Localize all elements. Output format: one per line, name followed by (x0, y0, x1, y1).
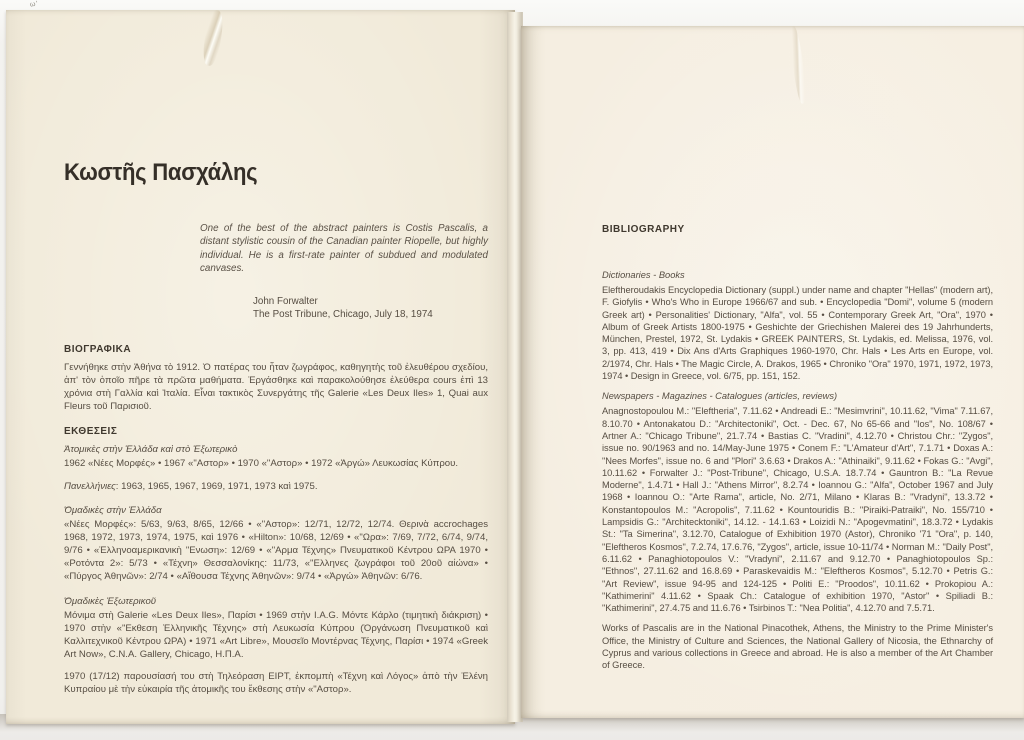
solo-exhibitions-text: 1962 «Νέες Μορφές» • 1967 «"Αστορ» • 1970 «"Αστορ» • 1972 «Ἀργώ» Λευκωσίας Κύπρου. (64, 457, 459, 469)
dictionaries-books-label: Dictionaries - Books (602, 270, 685, 280)
bibliography-heading: BIBLIOGRAPHY (602, 224, 685, 235)
quote-attribution (253, 295, 488, 322)
panhellenic-line (64, 480, 488, 493)
exhibitions-heading: ΕΚΘΕΣΕΙΣ (64, 425, 118, 437)
artist-name-title: Κωστῆς Πασχάλης (64, 159, 258, 186)
dictionaries-books-text: Eleftheroudakis Encyclopedia Dictionary (suppl.) under name and chapter "Hellas" (modern art), F. Giofylis • Who's Who in Europe 1966/67 and sub. • Encyclopedia "Domi", volume 5 (modern Greek art) • Personalities' Dictionary, "Alfa", vol. 55 • Contemporary Greek Art, "Ora", 1970 • Album of Greek Artists 1800-1975 • Geshichte der Griechishen Malerei des 19 Jahrhunderts, München, Prestel, 1972, St. Lydakis • GREEK PAINTERS, St. Lydakis, ed. Melissa, 1976, vol. 3, pp. 413, 419 • Dix Ans d'Arts Graphiques 1960-1970, Chr. Hals • Les Arts en Europe, vol. 2/1974, Chr. Hals • The Magic Circle, A. Drakos, 1965 • Chroniko "Ora" 1970, 1971, 1972, 1973, 1974 • Design in Greece, vol. 6/75, pp. 151, 152. (602, 285, 993, 382)
left-page-content (64, 160, 488, 696)
biography-text: Γεννήθηκε στὴν Ἀθήνα τὸ 1912. Ὁ πατέρας του ἦταν ζωγράφος, καθηγητὴς τοῦ ἐλευθέρου σχεδίου, ἀπ' τὸν ὁποῖο πῆρε τὰ πρῶτα μαθήματα. Ἐργάσθηκε καὶ παρακολούθησε ἐλεύθερα cours ἐπὶ 13 χρόνια στὴ Γαλλία καὶ Ἰταλία. Εἶναι τακτικὸς Συνεργάτης τῆς Galerie «Les Deux Iles» 1, Quai aux Fleurs τοῦ Παρισιοῦ. (64, 361, 488, 412)
quote-source: The Post Tribune, Chicago, July 18, 1974 (253, 309, 433, 321)
biography-heading: ΒΙΟΓΡΑΦΙΚΑ (64, 343, 132, 355)
right-page-content (602, 224, 993, 672)
panhellenic-label: Πανελλήνιες (64, 480, 116, 492)
group-abroad-label: Ὁμαδικὲς Ἐξωτερικοῦ (64, 595, 157, 607)
pull-quote: One of the best of the abstract painters is Costis Pascalis, a distant stylistic cousin of the Canadian painter Riopelle, but highly individual. He is a first-rate painter of subdued and modulated canvases. (200, 223, 488, 275)
newspapers-label: Newspapers - Magazines - Catalogues (articles, reviews) (602, 391, 838, 402)
right-page (521, 26, 1024, 718)
works-collections-text: Works of Pascalis are in the National Pinacothek, Athens, the Ministry to the Prime Minister's Office, the Ministry of Culture and Sciences, the National Gallery of Nicosia, the Ethnarchy of Cyprus and various collections in Greece and abroad. He is also a member of the Art Chamber of Greece. (602, 623, 993, 671)
group-greece-text: «Νέες Μορφές»: 5/63, 9/63, 8/65, 12/66 • «"Αστορ»: 12/71, 12/72, 12/74. Θερινὰ accrochages 1968, 1972, 1973, 1974, 1975, καὶ 1976 • «Hilton»: 10/68, 12/69 • «"Ωρα»: 7/69, 7/72, 6/74, 9/74, 9/76 • «Ἑλληνοαμερικανικὴ "Ενωση»: 12/69 • «"Αρμα Τέχνης» Πνευματικοῦ Κέντρου ΩΡΑ 1970 • «Ροτόντα 2»: 5/73 • «Τέχνη» Θεσσαλονίκης: 11/73, «"Ελληνες ζωγράφοι τοῦ 20οῦ αἰώνα» • «Πύργος Ἀθηνῶν»: 2/74 • «Αἴθουσα Τέχνης Ἀθηνῶν»: 9/74 • «Ἀργώ» Ἀθηνῶν: 6/76. (64, 518, 488, 582)
group-abroad-text: Μόνιμα στὴ Galerie «Les Deux Iles», Παρίσι • 1969 στὴν I.A.G. Μόντε Κάρλο (τιμητικὴ διάκριση) • 1970 στὴν «"Εκθεση Ἑλληνικῆς Τέχνης» στὴ Λευκωσία Κύπρου (Ὀργάνωση Πνευματικοῦ καὶ Καλλιτεχνικοῦ Κέντρου ΩΡΑ) • 1971 «Art Libre», Μουσεῖο Μοντέρνας Τέχνης, Παρίσι • 1974 «Greek Art Now», C.N.A. Gallery, Chicago, Η.Π.Α. (64, 609, 488, 660)
tv-presentation-text: 1970 (17/12) παρουσίασή του στὴ Τηλεόραση ΕΙΡΤ, ἐκπομπὴ «Τέχνη καὶ Λόγος» ἀπὸ τὴν Ἑλένη Κυπραίου μὲ τὴν εὐκαιρία τῆς ἀτομικῆς του ἔκθεσης στὴν «"Αστορ». (64, 670, 488, 695)
left-page (6, 10, 515, 724)
left-page-crease (201, 9, 226, 67)
newspapers-text: Anagnostopoulou M.: "Eleftheria", 7.11.62 • Andreadi E.: "Mesimvrini", 10.11.62, "Vima" 7.11.67, 8.10.70 • Antonakatou D.: "Architectoniki", Oct. - Dec. 67, No 65-66 and "Ios", No. 108/67 • Artner A.: "Chicago Tribune", 21.7.74 • Bastias C. "Vradini", 4.12.70 • Christou Chr.: "Zygos", issue no. 90/1963 and no. 14/May-June 1975 • Conem F.: "L'Amateur d'Art", 7.1.71 • Doxas A.: "Nees Morfes", issue no. 6 and "Plori" 3.6.63 • Drakos A.: "Athinaiki", 9.11.62 • Fokas G.: "Avgi", 10.11.62 • Forwalter J.: "Post-Tribune", Chicago, U.S.A. 18.7.74 • Gauntron B.: "La Revue Moderne", 1.4.71 • Hall J.: "Athens Mirror", 8.2.74 • Ioannou G.: "Alfa", October 1967 and July 1968 • Ioannou O.: "Arte Rama", article, No. 2/71, Milano • Klaras B.: "Vradyni", 13.3.72 • Konstantopoulos M.: "Acropolis", 7.11.62 • Kountouridis B.: "Piraiki-Patraiki", No. 155/710 • Lampsidis G.: "Architecktoniki", 14.12. - 14.1.63 • Loizidi N.: "Apogevmatini", 18.3.72 • Lydakis St.: "Ta Simerina", 3.12.70, Catalogue of Exhibition 1970 (Astor), Chroniko '71 "Ora", p. 140, "Eleftheros Kosmos", 7.2.74, 17.6.76, "Zygos", article, issue 10-11/74 • Norman M.: "Daily Post", 6.11.62 • Panaghiotopoulos V.: "Vradyni", 2.11.67 and 9.12.70 • Panaghiotopoulos Sp.: "Ethnos", 27.11.62 and 16.8.69 • Paraskevaidis M.: "Eleftheros Kosmos", 5.12.70 • Petris G.: "Art Review", issue 94-95 and 124-125 • Politi E.: "Proodos", 10.11.62 • Prokopiou A.: "Kathimerini" 4.11.62 • Spaak Ch.: Catalogue of exhibition 1970, "Astor" • Spiliadi B.: "Kathimerini", 27.4.75 and 11.6.76 • Tsirbinos T.: "Nea Politia", 4.12.70 and 7.5.71. (602, 406, 993, 614)
quote-author: John Forwalter (253, 295, 318, 307)
pencil-mark: ω' (29, 0, 40, 9)
solo-exhibitions-label: Ἀτομικὲς στὴν Ἑλλάδα καὶ στὸ Ἐξωτερικὸ (64, 443, 238, 455)
right-page-crease (788, 26, 807, 105)
group-greece-label: Ὁμαδικὲς στὴν Ἑλλάδα (64, 504, 162, 516)
panhellenic-text: : 1963, 1965, 1967, 1969, 1971, 1973 καὶ 1975. (115, 480, 318, 492)
